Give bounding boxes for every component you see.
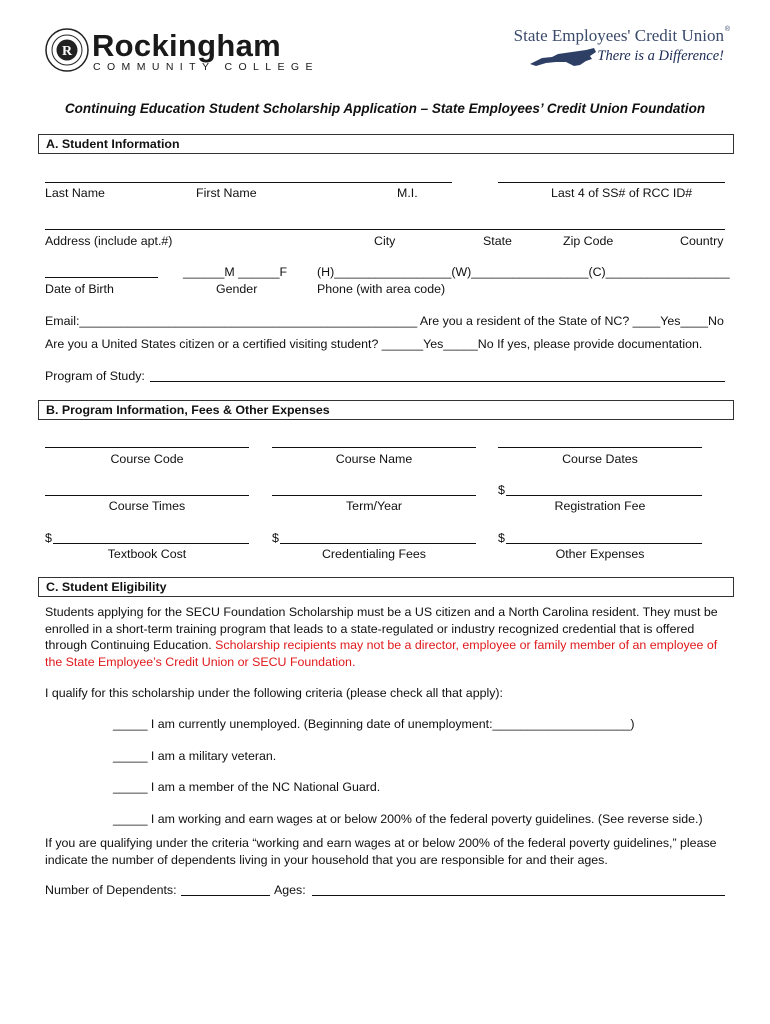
country-label: Country	[680, 234, 724, 248]
other-expenses-label: Other Expenses	[555, 547, 645, 561]
registration-fee-dollar: $	[498, 483, 505, 497]
criteria-veteran[interactable]: _____ I am a military veteran.	[113, 749, 277, 763]
course-times-label: Course Times	[108, 499, 186, 513]
credentialing-dollar: $	[272, 531, 279, 545]
address-label: Address (include apt.#)	[45, 234, 173, 248]
course-code-field[interactable]	[45, 447, 249, 448]
eligibility-restriction: Scholarship recipients may not be a director, employee or family member of an employee of the State Employee’s Credit Union or SECU Foundation.	[45, 638, 718, 669]
course-dates-label: Course Dates	[562, 452, 638, 466]
credentialing-fees-label: Credentialing Fees	[321, 547, 426, 561]
course-name-label: Course Name	[335, 452, 413, 466]
page-title: Continuing Education Student Scholarship Application – State Employees’ Credit Union Foundation	[64, 101, 706, 116]
eligibility-text: Students applying for the SECU Foundation Scholarship must be a US citizen and a North Carolina resident. They must be enrolled in a short-term training program that leads to a state-regulated or industry recognized credential that is offered through Continuing Education.	[45, 605, 718, 652]
section-c-header	[38, 577, 734, 597]
dob-label: Date of Birth	[45, 282, 114, 296]
course-code-label: Course Code	[110, 452, 184, 466]
phone-label: Phone (with area code)	[317, 282, 446, 296]
registration-fee-label: Registration Fee	[554, 499, 646, 513]
ages-field[interactable]	[312, 895, 725, 896]
other-dollar: $	[498, 531, 505, 545]
textbook-cost-label: Textbook Cost	[107, 547, 187, 561]
course-dates-field[interactable]	[498, 447, 702, 448]
last-name-label: Last Name	[45, 186, 105, 200]
term-year-label: Term/Year	[345, 499, 402, 513]
gender-label: Gender	[216, 282, 258, 296]
secu-tagline: There is a Difference!	[597, 48, 724, 64]
zip-label: Zip Code	[563, 234, 614, 248]
course-times-field[interactable]	[45, 495, 249, 496]
section-a-header	[38, 134, 734, 154]
other-expenses-field[interactable]	[506, 543, 702, 544]
section-a-heading: A. Student Information	[46, 137, 180, 151]
college-name: Rockingham	[92, 28, 282, 63]
qualify-statement: I qualify for this scholarship under the following criteria (please check all that apply):	[45, 686, 503, 700]
citizenship-line[interactable]: Are you a United States citizen or a certified visiting student? ______Yes_____No If yes, please provide documentation.	[45, 337, 703, 351]
criteria-unemployed[interactable]: _____ I am currently unemployed. (Beginning date of unemployment:____________________)	[113, 717, 635, 731]
rcc-logo	[45, 28, 319, 76]
address-field[interactable]	[45, 229, 725, 230]
eligibility-paragraph	[45, 604, 735, 670]
nc-state-map-icon	[528, 46, 598, 68]
state-label: State	[483, 234, 512, 248]
email-residency-line[interactable]: Email:_________________________________________________ Are you a resident of the State of NC? ____Yes____No	[45, 314, 724, 328]
ssn-field[interactable]	[498, 182, 725, 183]
secu-logo	[513, 26, 730, 68]
ages-label: Ages:	[274, 883, 306, 897]
ssn-label: Last 4 of SS# of RCC ID#	[551, 186, 693, 200]
term-year-field[interactable]	[272, 495, 476, 496]
credentialing-fees-field[interactable]	[280, 543, 476, 544]
city-label: City	[374, 234, 396, 248]
dependents-instructions: If you are qualifying under the criteria “working and earn wages at or below 200% of the federal poverty guidelines,” please indicate the number of dependents living in your household that you are responsible for and their ages.	[45, 836, 717, 867]
phone-fields[interactable]: (H)_________________(W)_________________(C)__________________	[317, 265, 730, 279]
program-field[interactable]	[150, 381, 725, 382]
dependents-label: Number of Dependents:	[45, 883, 177, 897]
gender-options[interactable]: ______M ______F	[183, 265, 288, 279]
secu-registered: ®	[724, 26, 730, 33]
seal-letter: R	[61, 44, 73, 59]
registration-fee-field[interactable]	[506, 495, 702, 496]
program-label: Program of Study:	[45, 369, 145, 383]
section-c-heading: C. Student Eligibility	[46, 580, 167, 594]
dependents-field[interactable]	[181, 895, 270, 896]
name-field[interactable]	[45, 182, 452, 183]
section-b-heading: B. Program Information, Fees & Other Expenses	[46, 403, 330, 417]
section-b-header	[38, 400, 734, 420]
criteria-low-wages[interactable]: _____ I am working and earn wages at or below 200% of the federal poverty guidelines. (See reverse side.)	[113, 812, 703, 826]
criteria-national-guard[interactable]: _____ I am a member of the NC National Guard.	[113, 780, 381, 794]
college-subtitle: COMMUNITY COLLEGE	[93, 61, 319, 73]
textbook-cost-field[interactable]	[53, 543, 249, 544]
dob-field[interactable]	[45, 277, 158, 278]
secu-name: State Employees' Credit Union	[513, 26, 724, 45]
rcc-seal-icon	[45, 28, 89, 72]
course-name-field[interactable]	[272, 447, 476, 448]
first-name-label: First Name	[196, 186, 257, 200]
mi-label: M.I.	[397, 186, 418, 200]
textbook-dollar: $	[45, 531, 52, 545]
